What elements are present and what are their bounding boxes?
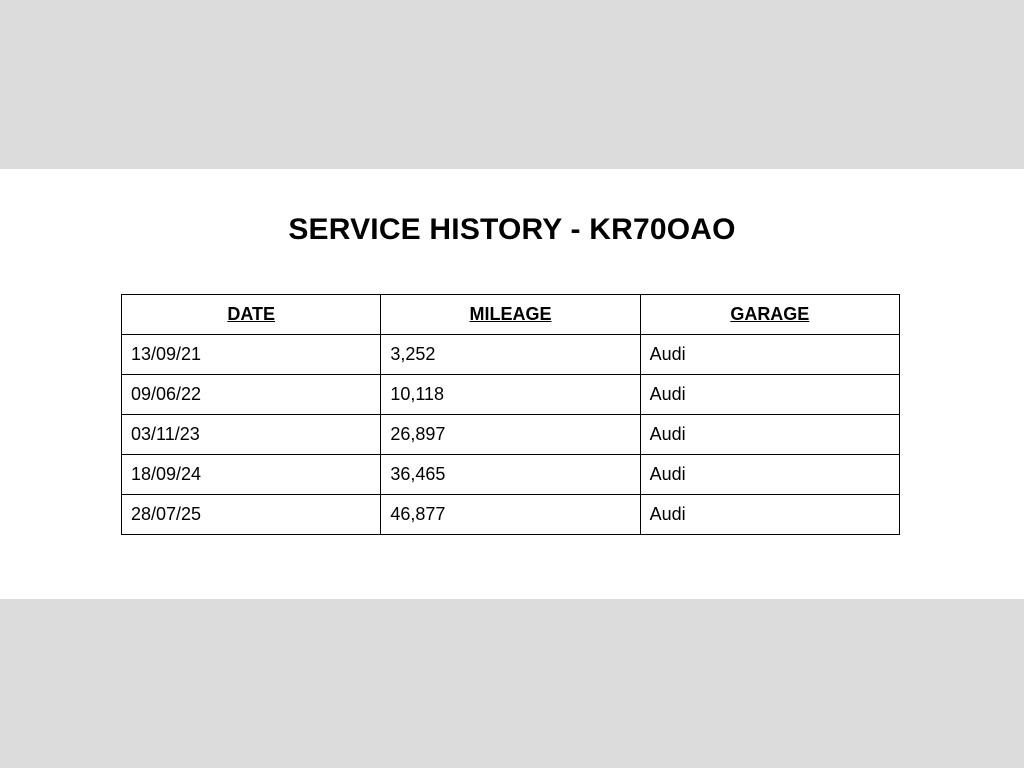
service-history-table [121, 294, 900, 535]
cell-mileage: 3,252 [381, 335, 640, 375]
table-row [122, 455, 900, 495]
table-row [122, 415, 900, 455]
cell-mileage: 26,897 [381, 415, 640, 455]
document-page [0, 169, 1024, 599]
cell-date: 03/11/23 [122, 415, 381, 455]
cell-date: 18/09/24 [122, 455, 381, 495]
column-header-garage: GARAGE [640, 295, 899, 335]
table-header-row [122, 295, 900, 335]
cell-date: 28/07/25 [122, 495, 381, 535]
cell-mileage: 46,877 [381, 495, 640, 535]
cell-date: 13/09/21 [122, 335, 381, 375]
cell-garage: Audi [640, 375, 899, 415]
cell-garage: Audi [640, 335, 899, 375]
cell-mileage: 10,118 [381, 375, 640, 415]
cell-garage: Audi [640, 455, 899, 495]
document-title: SERVICE HISTORY - KR70OAO [288, 213, 736, 246]
table-row [122, 375, 900, 415]
table-row [122, 335, 900, 375]
column-header-date: DATE [122, 295, 381, 335]
table-row [122, 495, 900, 535]
cell-garage: Audi [640, 495, 899, 535]
column-header-mileage: MILEAGE [381, 295, 640, 335]
cell-garage: Audi [640, 415, 899, 455]
cell-date: 09/06/22 [122, 375, 381, 415]
cell-mileage: 36,465 [381, 455, 640, 495]
